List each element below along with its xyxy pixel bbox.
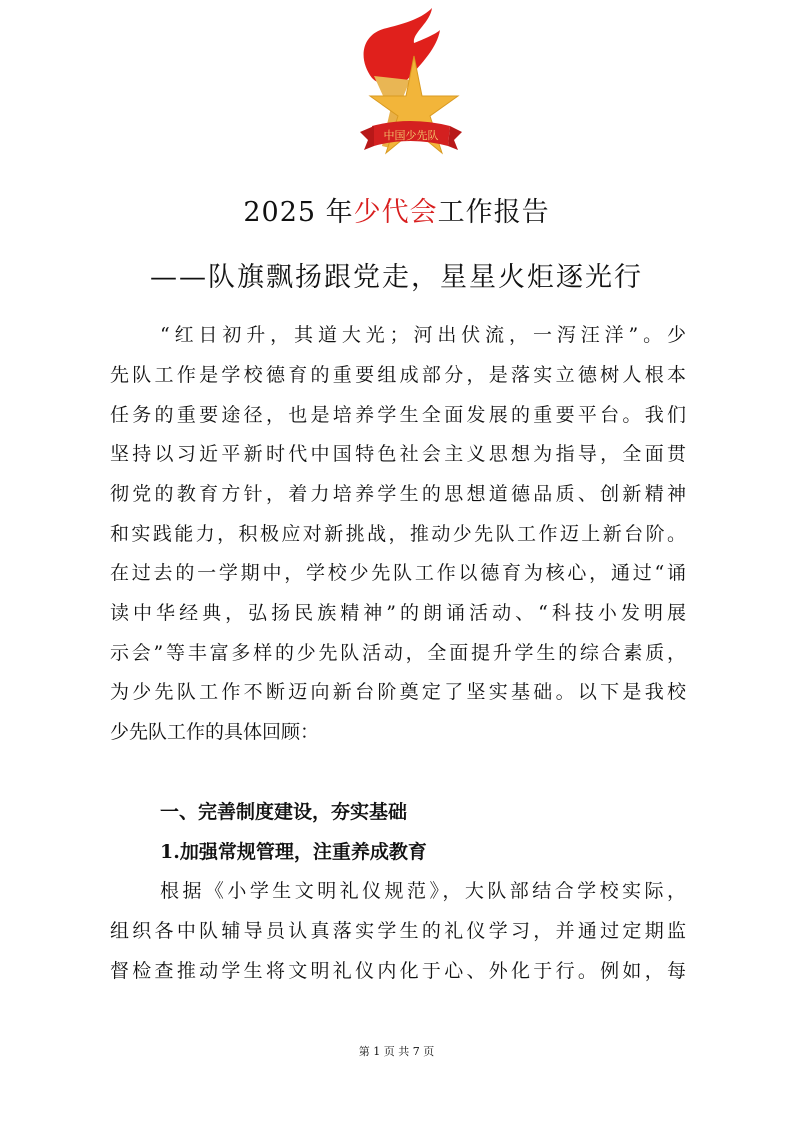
title-suffix: 工作报告	[437, 197, 550, 228]
intro-line: 为少先队工作不断迈向新台阶奠定了坚实基础。以下是我校	[110, 681, 686, 703]
young-pioneers-logo	[352, 8, 462, 158]
section-heading: 一、完善制度建设，夯实基础	[160, 801, 408, 823]
intro-line: 读中华经典，弘扬民族精神”的朗诵活动、“科技小发明展	[110, 602, 686, 624]
intro-line: 彻党的教育方针，着力培养学生的思想道德品质、创新精神	[110, 483, 686, 505]
title-highlight: 少代会	[353, 197, 438, 228]
intro-line: 少先队工作的具体回顾：	[110, 721, 320, 743]
document-subtitle: ——队旗飘扬跟党走，星星火炬逐光行	[150, 262, 643, 293]
body-line: 根据《小学生文明礼仪规范》，大队部结合学校实际，	[160, 880, 686, 902]
body-line: 组织各中队辅导员认真落实学生的礼仪学习，并通过定期监	[110, 920, 686, 942]
intro-line: 和实践能力，积极应对新挑战，推动少先队工作迈上新台阶。	[110, 523, 686, 545]
title-prefix: 2025 年	[243, 197, 354, 228]
page-footer: 第 1 页 共 7 页	[358, 1045, 435, 1058]
intro-line: 在过去的一学期中，学校少先队工作以德育为核心，通过“诵	[110, 562, 686, 584]
document-title	[0, 190, 793, 229]
intro-line: 坚持以习近平新时代中国特色社会主义思想为指导，全面贯	[110, 443, 686, 465]
intro-line: 先队工作是学校德育的重要组成部分，是落实立德树人根本	[110, 364, 686, 386]
body-line: 督检查推动学生将文明礼仪内化于心、外化于行。例如，每	[110, 960, 686, 982]
intro-line: “红日初升，其道大光；河出伏流，一泻汪洋”。少	[160, 324, 686, 346]
logo-ribbon-text: 中国少先队	[383, 129, 439, 142]
intro-line: 示会”等丰富多样的少先队活动，全面提升学生的综合素质，	[110, 642, 686, 664]
section-subheading: 1.加强常规管理，注重养成教育	[160, 841, 427, 863]
intro-line: 任务的重要途径，也是培养学生全面发展的重要平台。我们	[110, 404, 686, 426]
